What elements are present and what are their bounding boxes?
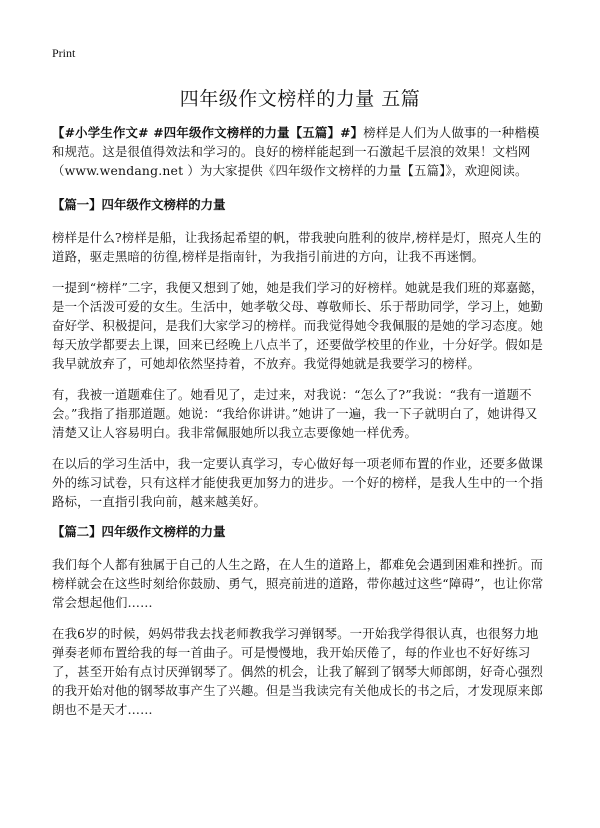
- section-2-paragraph-1: 我们每个人都有独属于自己的人生之路，在人生的道路上，都难免会遇到困难和挫折。而榜样就会在这些时刻给你鼓励、勇气，照亮前进的道路，带你越过这些“障碍”，也让你常常会想起他们……: [52, 557, 544, 610]
- intro-text: 榜样是人们为人做事的一种楷模和规范。这是很值得效法和学习的。良好的榜样能起到一石激起千层浪的效果！文档网（www.wendang.net ）为大家提供《四年级作文榜样的力量【五篇】》，欢迎阅读。: [52, 125, 540, 178]
- intro-tags: 【#小学生作文# #四年级作文榜样的力量【五篇】#】: [52, 125, 364, 140]
- section-1-paragraph-2: 一提到“榜样”二字，我便又想到了她，她是我们学习的好榜样。她就是我们班的郑嘉懿，是一个活泼可爱的女生。生活中，她孝敬父母、尊敬师长、乐于帮助同学，学习上，她勤奋好学、积极提问，是我们大家学习的榜样。而我觉得她令我佩服的是她的学习态度。她每天放学都要去上课，回来已经晚上八点半了，还要做学校里的作业，十分好学。假如是我早就放弃了，可她却依然坚持着，不放弃。我觉得她就是我要学习的榜样。: [52, 280, 544, 371]
- section-heading-1: 【篇一】四年级作文榜样的力量: [52, 197, 226, 212]
- section-1-paragraph-1: 榜样是什么?榜样是船，让我扬起希望的帆，带我驶向胜利的彼岸,榜样是灯，照亮人生的道路，驱走黑暗的彷徨,榜样是指南针，为我指引前进的方向，让我不再迷惘。: [52, 230, 542, 264]
- section-heading-2: 【篇二】四年级作文榜样的力量: [52, 524, 226, 539]
- section-1-paragraph-3: 有，我被一道题难住了。她看见了，走过来，对我说：“怎么了?”我说：“我有一道题不会。”我指了指那道题。她说：“我给你讲讲。”她讲了一遍，我一下子就明白了，她讲得又清楚又让人容易明白。我非常佩服她所以我立志要像她一样优秀。: [52, 387, 538, 440]
- intro-paragraph: [52, 123, 548, 180]
- section-1-paragraph-4: 在以后的学习生活中，我一定要认真学习，专心做好每一项老师布置的作业，还要多做课外的练习试卷，只有这样才能使我更加努力的进步。一个好的榜样，是我人生中的一个指路标，一直指引我向前，越来越美好。: [52, 456, 544, 509]
- section-2-paragraph-2: 在我6岁的时候，妈妈带我去找老师教我学习弹钢琴。一开始我学得很认真，也很努力地弹奏老师布置给我的每一首曲子。可是慢慢地，我开始厌倦了，每的作业也不好好练习了，甚至开始有点讨厌弹钢琴了。偶然的机会，让我了解到了钢琴大师郎朗，好奇心强烈的我开始对他的钢琴故事产生了兴趣。但是当我读完有关他成长的书之后，才发现原来郎朗也不是天才……: [52, 626, 544, 717]
- print-label: Print: [52, 46, 76, 60]
- document-title: 四年级作文榜样的力量 五篇: [179, 88, 421, 110]
